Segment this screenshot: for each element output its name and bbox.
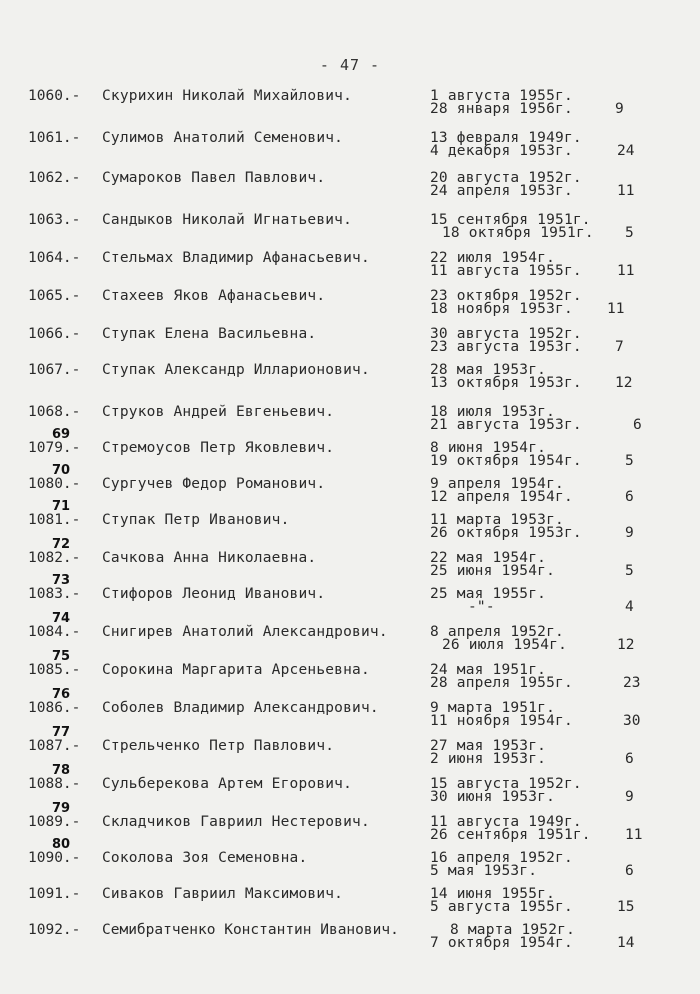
person-name: Стахеев Яков Афанасьевич. [102, 288, 326, 304]
start-date: 15 августа 1952г. [430, 776, 582, 792]
person-name: Семибратченко Константин Иванович. [102, 922, 399, 938]
handwritten-number: 79 [52, 801, 71, 816]
start-date: 16 апреля 1952г. [430, 850, 573, 866]
entry-row [0, 611, 700, 662]
entry-number: 1087.- [28, 738, 81, 754]
end-date: 5 мая 1953г. [430, 863, 538, 879]
end-date: 7 октября 1954г. [430, 935, 573, 951]
entry-row [0, 288, 700, 326]
entry-row [0, 212, 700, 250]
handwritten-number: 72 [52, 537, 71, 552]
start-date: 27 мая 1953г. [430, 738, 547, 754]
end-date: 28 января 1956г. [430, 101, 573, 117]
day-count: 11 [617, 263, 635, 279]
entry-number: 1084.- [28, 624, 81, 640]
entry-number: 1079.- [28, 440, 81, 456]
start-date: 1 августа 1955г. [430, 88, 573, 104]
start-date: 28 мая 1953г. [430, 362, 547, 378]
entry-row [0, 427, 700, 478]
start-date: 11 марта 1953г. [430, 512, 564, 528]
entry-row [0, 88, 700, 126]
end-date: 12 апреля 1954г. [430, 489, 573, 505]
end-date: 18 ноября 1953г. [430, 301, 573, 317]
start-date: 8 апреля 1952г. [430, 624, 564, 640]
handwritten-number: 74 [52, 611, 71, 626]
person-name: Стремоусов Петр Яковлевич. [102, 440, 335, 456]
person-name: Ступак Александр Илларионович. [102, 362, 370, 378]
entry-row [0, 326, 700, 364]
entry-number: 1083.- [28, 586, 81, 602]
day-count: 7 [615, 339, 624, 355]
start-date: 15 сентября 1951г. [430, 212, 591, 228]
start-date: 14 июня 1955г. [430, 886, 556, 902]
end-date: 26 сентября 1951г. [430, 827, 591, 843]
person-name: Сандыков Николай Игнатьевич. [102, 212, 353, 228]
person-name: Ступак Петр Иванович. [102, 512, 290, 528]
day-count: 30 [623, 713, 641, 729]
entry-row [0, 463, 700, 514]
day-count: 12 [617, 637, 635, 653]
entry-number: 1086.- [28, 700, 81, 716]
day-count: 11 [625, 827, 643, 843]
entry-number: 1091.- [28, 886, 81, 902]
end-date: 13 октября 1953г. [430, 375, 582, 391]
entry-number: 1063.- [28, 212, 81, 228]
day-count: 9 [625, 525, 634, 541]
entry-row [0, 763, 700, 814]
handwritten-number: 71 [52, 499, 71, 514]
entry-row [0, 362, 700, 400]
entry-number: 1062.- [28, 170, 81, 186]
person-name: Сулимов Анатолий Семенович. [102, 130, 344, 146]
entry-row [0, 573, 700, 624]
person-name: Сачкова Анна Николаевна. [102, 550, 317, 566]
end-date: 30 июня 1953г. [430, 789, 556, 805]
day-count: 5 [625, 453, 634, 469]
person-name: Соболев Владимир Александрович. [102, 700, 379, 716]
end-date: 11 августа 1955г. [430, 263, 582, 279]
person-name: Стрельченко Петр Павлович. [102, 738, 335, 754]
end-date: 21 августа 1953г. [430, 417, 582, 433]
start-date: 24 мая 1951г. [430, 662, 547, 678]
person-name: Снигирев Анатолий Александрович. [102, 624, 388, 640]
end-date: 18 октября 1951г. [442, 225, 594, 241]
start-date: 9 марта 1951г. [430, 700, 556, 716]
entry-row [0, 537, 700, 588]
entry-row [0, 170, 700, 208]
person-name: Сургучев Федор Романович. [102, 476, 326, 492]
entry-number: 1064.- [28, 250, 81, 266]
day-count: 5 [625, 563, 634, 579]
entry-row [0, 687, 700, 738]
entry-row [0, 649, 700, 700]
start-date: 22 июля 1954г. [430, 250, 556, 266]
entry-number: 1090.- [28, 850, 81, 866]
handwritten-number: 70 [52, 463, 71, 478]
entry-row [0, 404, 700, 442]
entry-number: 1061.- [28, 130, 81, 146]
entry-row [0, 837, 700, 888]
handwritten-number: 69 [52, 427, 71, 442]
entry-row [0, 886, 700, 924]
end-date: 23 августа 1953г. [430, 339, 582, 355]
page-number: - 47 - [319, 56, 381, 74]
person-name: Сумароков Павел Павлович. [102, 170, 326, 186]
entry-row [0, 922, 700, 960]
day-count: 9 [615, 101, 624, 117]
entry-number: 1092.- [28, 922, 81, 938]
person-name: Сульберекова Артем Егорович. [102, 776, 353, 792]
entry-row [0, 130, 700, 168]
handwritten-number: 73 [52, 573, 71, 588]
day-count: 5 [625, 225, 634, 241]
day-count: 23 [623, 675, 641, 691]
person-name: Складчиков Гавриил Нестерович. [102, 814, 370, 830]
start-date: 13 февраля 1949г. [430, 130, 582, 146]
end-date: 26 октября 1953г. [430, 525, 582, 541]
entry-row [0, 725, 700, 776]
day-count: 9 [625, 789, 634, 805]
entry-number: 1080.- [28, 476, 81, 492]
entry-number: 1085.- [28, 662, 81, 678]
person-name: Ступак Елена Васильевна. [102, 326, 317, 342]
start-date: 22 мая 1954г. [430, 550, 547, 566]
start-date: 11 августа 1949г. [430, 814, 582, 830]
day-count: 4 [625, 599, 634, 615]
entry-number: 1082.- [28, 550, 81, 566]
end-date: 24 апреля 1953г. [430, 183, 573, 199]
end-date: 19 октября 1954г. [430, 453, 582, 469]
handwritten-number: 77 [52, 725, 71, 740]
person-name: Сиваков Гавриил Максимович. [102, 886, 344, 902]
start-date: 18 июля 1953г. [430, 404, 556, 420]
start-date: 23 октября 1952г. [430, 288, 582, 304]
person-name: Стельмах Владимир Афанасьевич. [102, 250, 370, 266]
day-count: 14 [617, 935, 635, 951]
person-name: Сорокина Маргарита Арсеньевна. [102, 662, 370, 678]
start-date: 25 мая 1955г. [430, 586, 547, 602]
entry-number: 1081.- [28, 512, 81, 528]
end-date: 25 июня 1954г. [430, 563, 556, 579]
day-count: 12 [615, 375, 633, 391]
end-date: 5 августа 1955г. [430, 899, 573, 915]
end-date: 11 ноября 1954г. [430, 713, 573, 729]
person-name: Струков Андрей Евгеньевич. [102, 404, 335, 420]
day-count: 24 [617, 143, 635, 159]
day-count: 11 [607, 301, 625, 317]
person-name: Стифоров Леонид Иванович. [102, 586, 326, 602]
day-count: 15 [617, 899, 635, 915]
handwritten-number: 78 [52, 763, 71, 778]
end-date: 4 декабря 1953г. [430, 143, 573, 159]
handwritten-number: 76 [52, 687, 71, 702]
start-date: 20 августа 1952г. [430, 170, 582, 186]
start-date: 9 апреля 1954г. [430, 476, 564, 492]
person-name: Соколова Зоя Семеновна. [102, 850, 308, 866]
day-count: 11 [617, 183, 635, 199]
end-date: 2 июня 1953г. [430, 751, 547, 767]
start-date: 30 августа 1952г. [430, 326, 582, 342]
day-count: 6 [625, 489, 634, 505]
entry-number: 1066.- [28, 326, 81, 342]
handwritten-number: 80 [52, 837, 71, 852]
entry-number: 1060.- [28, 88, 81, 104]
start-date: 8 марта 1952г. [450, 922, 576, 938]
person-name: Скурихин Николай Михайлович. [102, 88, 353, 104]
entry-number: 1068.- [28, 404, 81, 420]
entry-row [0, 499, 700, 550]
entry-row [0, 250, 700, 288]
start-date: 8 июня 1954г. [430, 440, 547, 456]
end-date: 26 июля 1954г. [442, 637, 568, 653]
entry-number: 1089.- [28, 814, 81, 830]
handwritten-number: 75 [52, 649, 71, 664]
entry-row [0, 801, 700, 852]
end-date: 28 апреля 1955г. [430, 675, 573, 691]
day-count: 6 [625, 863, 634, 879]
day-count: 6 [625, 751, 634, 767]
end-date: -"- [468, 599, 495, 615]
entry-number: 1088.- [28, 776, 81, 792]
entry-number: 1067.- [28, 362, 81, 378]
entry-number: 1065.- [28, 288, 81, 304]
day-count: 6 [633, 417, 642, 433]
